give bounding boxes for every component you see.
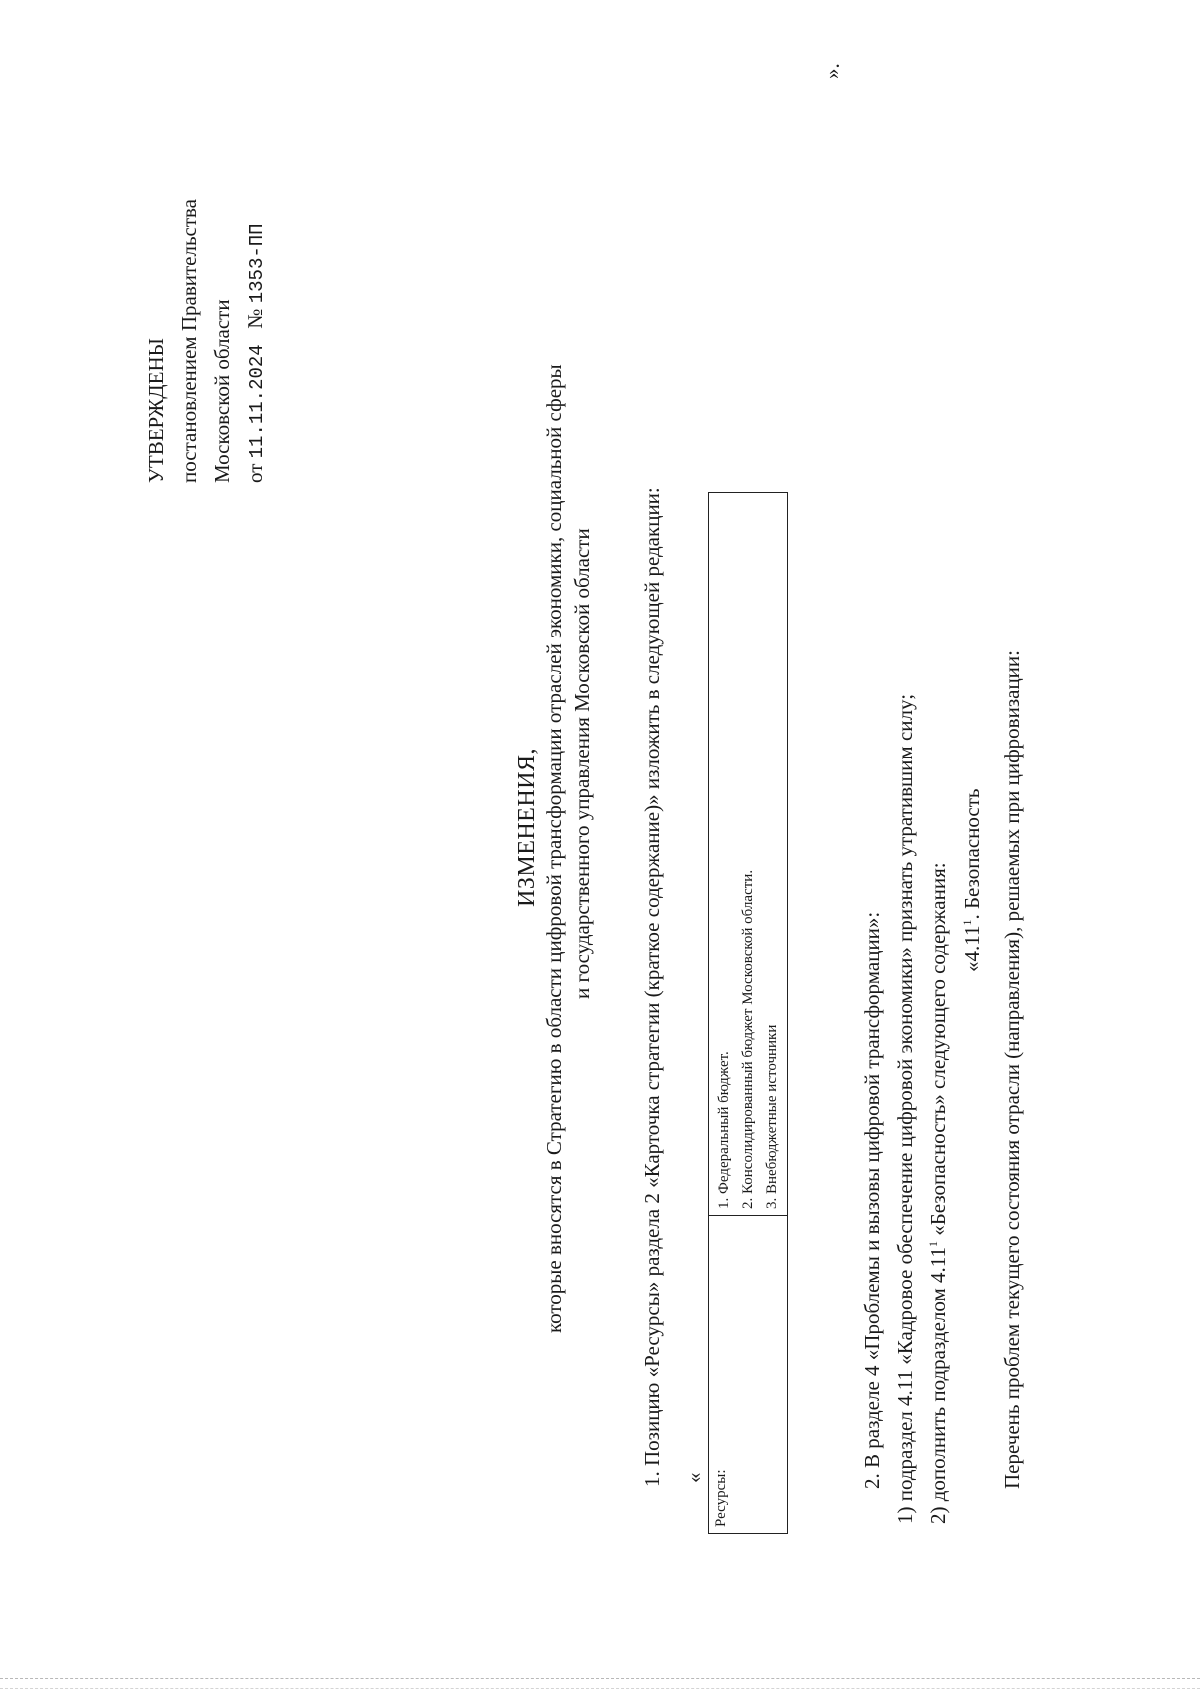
list-item: 1. Федеральный бюджет.	[716, 1051, 732, 1209]
document-subtitle-line-2: и государственного управления Московской области	[570, 528, 594, 999]
closing-quote: ».	[820, 63, 844, 79]
list-item: 2. Консолидированный бюджет Московской области.	[740, 869, 756, 1209]
item-1-text: 1. Позицию «Ресурсы» раздела 2 «Карточка стратегии (краткое содержание)» изложить в следующей редакции:	[640, 487, 664, 1487]
subsection-heading: «4.11$^1$. Безопасность	[960, 788, 984, 972]
approval-line-2: Московской области	[210, 299, 234, 483]
scan-edge-line	[0, 1678, 1200, 1679]
item-2-text: 2. В разделе 4 «Проблемы и вызовы цифровой трансформации»:	[860, 911, 884, 1489]
resources-table	[708, 492, 788, 1534]
resources-label: Ресурсы:	[709, 1216, 788, 1534]
approval-date-line	[239, 199, 274, 483]
item-2-1-text: 1) подраздел 4.11 «Кадровое обеспечение цифровой экономики» признать утратившим силу;	[893, 693, 917, 1524]
document-subtitle-line-1: которые вносятся в Стратегию в области цифровой трансформации отраслей экономики, социальной сферы	[542, 364, 566, 1333]
date-prefix: от	[243, 463, 267, 483]
resources-list	[709, 493, 788, 1216]
document-title: ИЗМЕНЕНИЯ,	[514, 747, 540, 907]
approval-line-1: постановлением Правительства	[177, 198, 201, 483]
number-prefix: №	[243, 308, 267, 329]
approval-date: 11.11.2024	[246, 344, 268, 459]
item-2-2-text: 2) дополнить подразделом 4.11$^1$ «Безопасность» следующего содержания:	[926, 862, 950, 1524]
list-item: 3. Внебюджетные источники	[764, 1024, 780, 1209]
problems-list-intro: Перечень проблем текущего состояния отрасли (направления), решаемых при цифровизации:	[1000, 650, 1024, 1489]
approval-heading: УТВЕРЖДЕНЫ	[144, 338, 168, 483]
opening-quote: «	[682, 1472, 706, 1483]
scan-edge-line	[0, 1688, 1200, 1689]
approval-stamp	[140, 199, 274, 483]
approval-number: 1353-ПП	[246, 223, 268, 304]
table-row	[709, 493, 788, 1534]
